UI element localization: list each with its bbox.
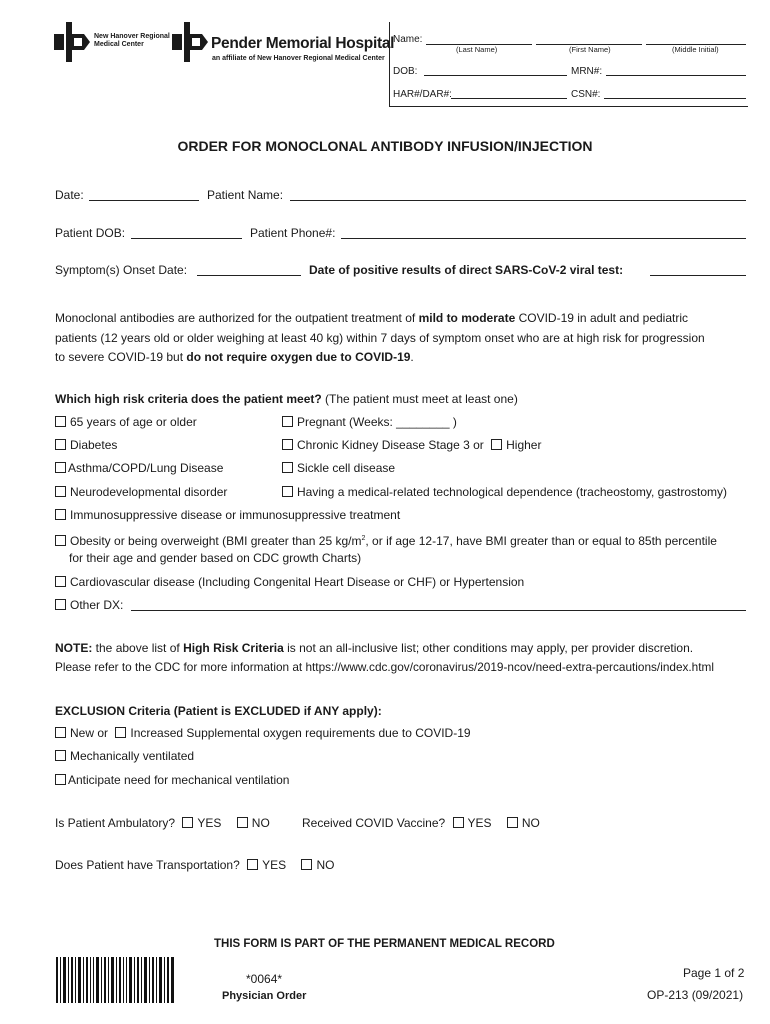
intro-line-3: to severe COVID-19 but do not require oxygen due to COVID-19. — [55, 350, 414, 364]
risk-question: Which high risk criteria does the patient meet? (The patient must meet at least one) — [55, 392, 518, 406]
onset-date-field[interactable] — [197, 275, 301, 276]
date-field[interactable] — [89, 200, 199, 201]
risk-ckd[interactable]: Chronic Kidney Disease Stage 3 or Higher — [282, 437, 541, 453]
exclusion-anticipate[interactable]: Anticipate need for mechanical ventilation — [55, 772, 289, 788]
vaccine-question: Received COVID Vaccine? YES NO — [302, 816, 540, 830]
risk-cardio[interactable]: Cardiovascular disease (Including Congenital Heart Disease or CHF) or Hypertension — [55, 574, 524, 590]
positive-result-label: Date of positive results of direct SARS-CoV-2 viral test: — [309, 263, 624, 277]
dob-header-field[interactable] — [424, 75, 567, 76]
patient-dob-field[interactable] — [131, 238, 242, 239]
positive-result-field[interactable] — [650, 275, 746, 276]
checkbox[interactable] — [491, 439, 502, 450]
checkbox[interactable] — [453, 817, 464, 828]
note-line-1: NOTE: the above list of High Risk Criteria is not an all-inclusive list; other conditions may apply, per provider discretion. — [55, 641, 694, 655]
first-name-caption: (First Name) — [569, 45, 611, 54]
patient-phone-label: Patient Phone#: — [250, 226, 336, 240]
dob-header-label: DOB: — [393, 66, 418, 77]
date-label: Date: — [55, 188, 84, 202]
csn-field[interactable] — [604, 98, 746, 99]
mrn-field[interactable] — [606, 75, 746, 76]
intro-line-2: patients (12 years old or older weighing at least 40 kg) within 7 days of symptom onset who are at high risk for progression — [55, 331, 705, 345]
transport-question: Does Patient have Transportation? YES NO — [55, 858, 335, 872]
checkbox[interactable] — [507, 817, 518, 828]
page-number: Page 1 of 2 — [683, 966, 745, 980]
onset-date-label: Symptom(s) Onset Date: — [55, 263, 188, 277]
other-dx-field[interactable] — [131, 610, 746, 611]
risk-sickle[interactable]: Sickle cell disease — [282, 460, 395, 476]
intro-line-1: Monoclonal antibodies are authorized for the outpatient treatment of mild to moderate COVID-19 in adult and pediatric — [55, 311, 689, 325]
checkbox[interactable] — [282, 439, 293, 450]
permanent-record-notice: THIS FORM IS PART OF THE PERMANENT MEDICAL RECORD — [214, 938, 555, 950]
risk-tech[interactable]: Having a medical-related technological dependence (tracheostomy, gastrostomy) — [282, 484, 727, 500]
name-label: Name: — [393, 34, 423, 45]
risk-obesity[interactable]: Obesity or being overweight (BMI greater than 25 $kg/m^2$, or if age 12-17, have BMI greater than or equal to 85th percentile — [55, 531, 717, 549]
risk-asthma[interactable]: Asthma/COPD/Lung Disease — [55, 460, 223, 476]
middle-initial-caption: (Middle Initial) — [672, 45, 719, 54]
hospital-name: Pender Memorial Hospital — [211, 35, 395, 52]
checkbox[interactable] — [55, 535, 66, 546]
form-code: *0064* — [246, 972, 283, 986]
nhrmc-name: New Hanover Regional Medical Center — [94, 33, 170, 48]
checkbox[interactable] — [55, 416, 66, 427]
ambulatory-question: Is Patient Ambulatory? YES NO — [55, 816, 270, 830]
barcode-icon — [56, 957, 174, 1003]
checkbox[interactable] — [282, 416, 293, 427]
risk-pregnant[interactable]: Pregnant (Weeks: ________ ) — [282, 414, 457, 430]
nhrmc-logo-icon — [54, 22, 90, 62]
checkbox[interactable] — [55, 486, 66, 497]
risk-other[interactable]: Other DX: — [55, 597, 123, 613]
checkbox[interactable] — [247, 859, 258, 870]
risk-immuno[interactable]: Immunosuppressive disease or immunosuppressive treatment — [55, 507, 400, 523]
risk-obesity-line2: for their age and gender based on CDC growth Charts) — [69, 551, 362, 565]
har-field[interactable] — [451, 98, 567, 99]
checkbox[interactable] — [55, 599, 66, 610]
checkbox[interactable] — [55, 462, 66, 473]
risk-diabetes[interactable]: Diabetes — [55, 437, 117, 453]
patient-name-field[interactable] — [290, 200, 746, 201]
checkbox[interactable] — [55, 509, 66, 520]
checkbox[interactable] — [55, 750, 66, 761]
checkbox[interactable] — [301, 859, 312, 870]
form-id: OP-213 (09/2021) — [647, 988, 744, 1002]
checkbox[interactable] — [115, 727, 126, 738]
note-line-2: Please refer to the CDC for more information at https://www.cdc.gov/coronavirus/2019-ncov/need-extra-percautions/index.html — [55, 660, 714, 674]
checkbox[interactable] — [55, 727, 66, 738]
checkbox[interactable] — [182, 817, 193, 828]
pender-logo-icon — [172, 22, 208, 62]
checkbox[interactable] — [55, 576, 66, 587]
order-type: Physician Order — [222, 990, 307, 1002]
patient-phone-field[interactable] — [341, 238, 746, 239]
patient-name-label: Patient Name: — [207, 188, 284, 202]
exclusion-heading: EXCLUSION Criteria (Patient is EXCLUDED if ANY apply): — [55, 704, 382, 718]
risk-age65[interactable]: 65 years of age or older — [55, 414, 197, 430]
checkbox[interactable] — [282, 486, 293, 497]
csn-label: CSN#: — [571, 89, 601, 100]
patient-dob-label: Patient DOB: — [55, 226, 126, 240]
checkbox[interactable] — [55, 774, 66, 785]
form-title: ORDER FOR MONOCLONAL ANTIBODY INFUSION/INJECTION — [177, 138, 593, 154]
exclusion-mech-vent[interactable]: Mechanically ventilated — [55, 748, 194, 764]
har-label: HAR#/DAR#: — [393, 89, 452, 100]
exclusion-o2[interactable]: New or Increased Supplemental oxygen requirements due to COVID-19 — [55, 725, 471, 741]
checkbox[interactable] — [282, 462, 293, 473]
risk-neuro[interactable]: Neurodevelopmental disorder — [55, 484, 227, 500]
checkbox[interactable] — [237, 817, 248, 828]
checkbox[interactable] — [55, 439, 66, 450]
hospital-affiliate: an affiliate of New Hanover Regional Medical Center — [212, 55, 385, 62]
last-name-caption: (Last Name) — [456, 45, 498, 54]
mrn-label: MRN#: — [571, 66, 603, 77]
